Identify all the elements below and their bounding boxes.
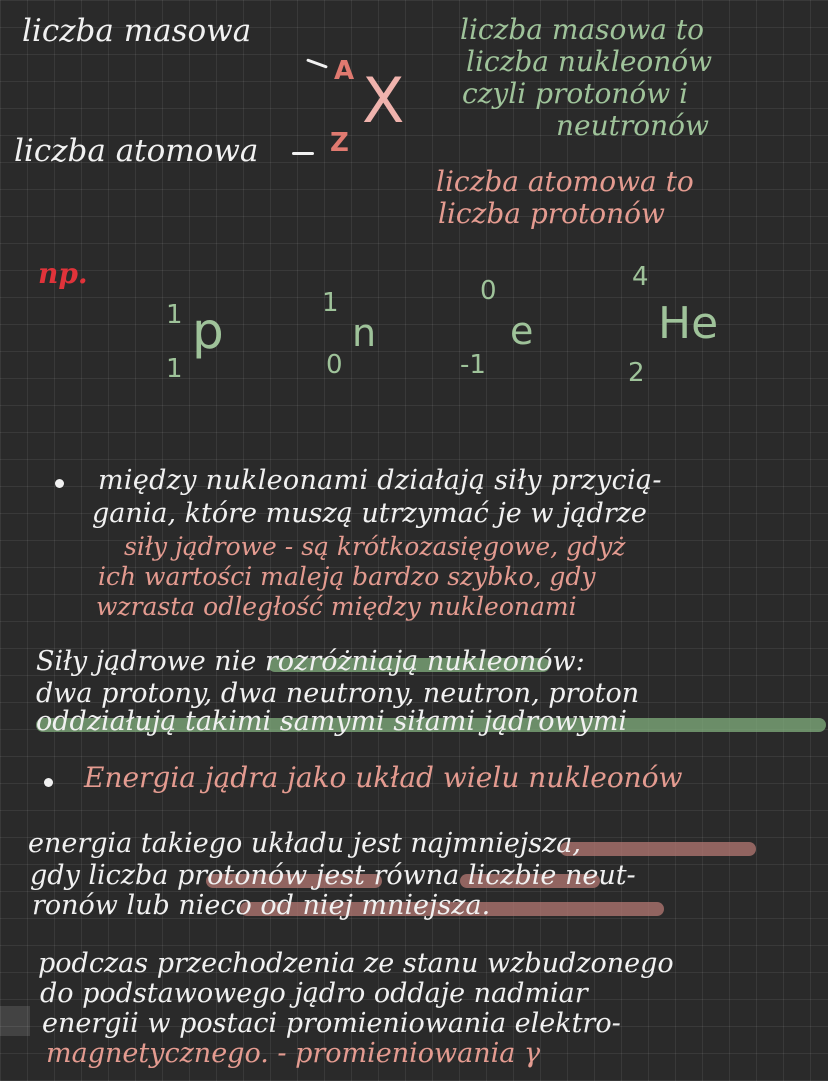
bullet-forces <box>55 479 64 488</box>
electron-symbol: e <box>510 309 534 353</box>
nuclear-forces-line-3: oddziałują takimi samymi siłami jądrowymi <box>36 706 628 737</box>
bullet-energy <box>44 778 53 787</box>
mass-definition-line-1: liczba masowa to <box>460 13 705 46</box>
atomic-number-symbol: Z <box>330 128 349 158</box>
forces-line-1: między nukleonami działają siły przycią- <box>98 465 662 496</box>
atomic-arrow-line <box>292 152 314 155</box>
transition-line-2: do podstawowego jądro oddaje nadmiar <box>40 978 588 1009</box>
forces-detail-line-3: wzrasta odległość między nukleonami <box>96 592 577 621</box>
electron-mass-number: 0 <box>480 276 497 306</box>
energy-line-1: energia takiego układu jest najmniejsza, <box>28 828 581 859</box>
example-label: np. <box>38 257 88 290</box>
highlight-najmniejsza <box>560 842 756 856</box>
atomic-number-label: liczba atomowa <box>14 133 259 169</box>
nuclear-forces-line-2: dwa protony, dwa neutrony, neutron, proton <box>36 678 640 709</box>
forces-detail-line-1: siły jądrowe - są krótkozasięgowe, gdyż <box>124 532 626 561</box>
neutron-symbol: n <box>352 311 377 355</box>
transition-line-1: podczas przechodzenia ze stanu wzbudzonego <box>38 948 674 979</box>
mass-definition-line-4: neutronów <box>556 109 709 142</box>
transition-line-4: magnetycznego. - promieniowania γ <box>46 1038 541 1069</box>
energy-line-2: gdy liczba protonów jest równa liczbie neut- <box>30 860 636 891</box>
energy-line-3: ronów lub nieco od niej mniejsza. <box>32 890 491 921</box>
electron-atomic-number: -1 <box>460 350 486 380</box>
helium-atomic-number: 2 <box>628 358 645 388</box>
atomic-definition-line-1: liczba atomowa to <box>436 165 694 198</box>
helium-symbol: He <box>658 298 719 349</box>
proton-mass-number: 1 <box>166 300 183 330</box>
transition-line-3: energii w postaci promieniowania elektro- <box>42 1008 621 1039</box>
atomic-definition-line-2: liczba protonów <box>438 197 665 230</box>
element-symbol: X <box>362 64 405 137</box>
proton-atomic-number: 1 <box>166 354 183 384</box>
mass-number-label: liczba masowa <box>22 13 252 49</box>
neutron-atomic-number: 0 <box>326 350 343 380</box>
mass-number-symbol: A <box>334 56 355 86</box>
mass-definition-line-2: liczba nukleonów <box>466 45 713 78</box>
nuclear-forces-line-1: Siły jądrowe nie rozróżniają nukleonów: <box>36 646 585 677</box>
proton-symbol: p <box>192 302 224 360</box>
energy-heading: Energia jądra jako układ wielu nukleonów <box>84 761 683 794</box>
page-corner-tab <box>0 1006 30 1036</box>
forces-line-2: gania, które muszą utrzymać je w jądrze <box>92 498 647 529</box>
forces-detail-line-2: ich wartości maleją bardzo szybko, gdy <box>98 562 596 591</box>
neutron-mass-number: 1 <box>322 288 339 318</box>
helium-mass-number: 4 <box>632 262 649 292</box>
mass-definition-line-3: czyli protonów i <box>462 77 689 110</box>
mass-arrow-line <box>306 58 328 68</box>
